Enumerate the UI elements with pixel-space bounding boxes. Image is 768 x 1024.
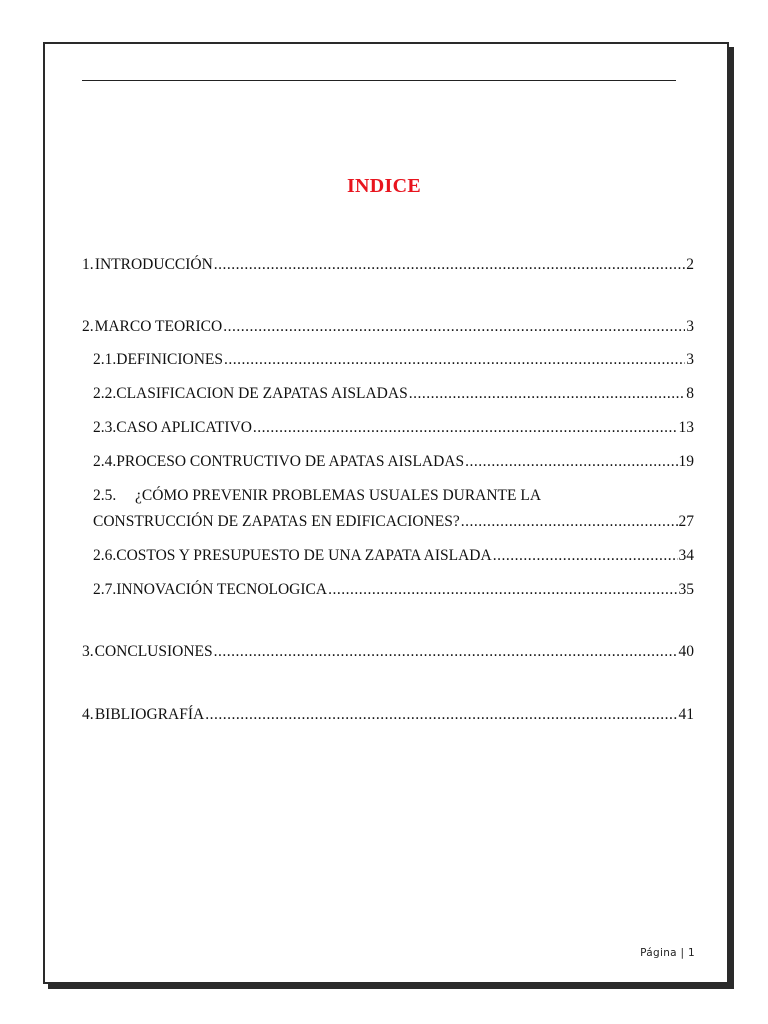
toc-leader <box>328 581 677 599</box>
toc-number: 2. <box>82 318 94 335</box>
toc-number: 2.3. <box>93 419 117 436</box>
toc-entry-conclusiones[interactable] <box>82 643 694 661</box>
toc-entry-caso-aplicativo[interactable] <box>93 419 694 437</box>
toc-number: 3. <box>82 643 94 660</box>
toc-leader <box>461 513 678 531</box>
toc-label: ¿CÓMO PREVENIR PROBLEMAS USUALES DURANTE LA <box>135 487 542 504</box>
header-rule <box>82 80 676 81</box>
toc-page-number: 27 <box>678 513 694 530</box>
toc-label: CONCLUSIONES <box>94 643 213 660</box>
toc-entry-marco-teorico[interactable] <box>82 318 694 336</box>
toc-label: COSTOS Y PRESUPUESTO DE UNA ZAPATA AISLADA <box>116 547 492 564</box>
toc-number: 4. <box>82 706 94 723</box>
toc-label: BIBLIOGRAFÍA <box>94 706 205 723</box>
toc-page-number: 40 <box>678 643 694 660</box>
toc-leader <box>214 256 685 274</box>
toc-page-number: 34 <box>678 547 694 564</box>
toc-number: 1. <box>82 256 94 273</box>
toc-page-number: 2 <box>686 256 694 273</box>
toc-number: 2.1. <box>93 351 117 368</box>
toc-page-number: 3 <box>686 351 694 368</box>
toc-entry-clasificacion[interactable] <box>93 385 694 403</box>
toc-leader <box>205 706 677 724</box>
toc-number: 2.7. <box>93 581 117 598</box>
toc-page-number: 3 <box>686 318 694 335</box>
toc-page-number: 19 <box>678 453 694 470</box>
toc-number: 2.4. <box>93 453 117 470</box>
toc-entry-prevenir-line2[interactable] <box>93 513 694 531</box>
toc-leader <box>493 547 678 565</box>
toc-leader <box>253 419 678 437</box>
toc-label: INNOVACIÓN TECNOLOGICA <box>116 581 328 598</box>
toc-entry-proceso-constructivo[interactable] <box>93 453 694 471</box>
toc-leader <box>214 643 678 661</box>
toc-entry-bibliografia[interactable] <box>82 706 694 724</box>
page-footer: Página | 1 <box>640 947 695 959</box>
toc-page-number: 41 <box>678 706 694 723</box>
toc-label: DEFINICIONES <box>116 351 224 368</box>
toc-leader <box>224 351 685 369</box>
toc-entry-innovacion[interactable] <box>93 581 694 599</box>
index-title: INDICE <box>346 175 422 197</box>
toc-entry-definiciones[interactable] <box>93 351 694 369</box>
toc-page-number: 8 <box>686 385 694 402</box>
toc-page-number: 35 <box>678 581 694 598</box>
toc-page-number: 13 <box>678 419 694 436</box>
toc-label: INTRODUCCIÓN <box>94 256 213 273</box>
toc-leader <box>409 385 686 403</box>
toc-leader <box>223 318 685 336</box>
toc-number: 2.6. <box>93 547 117 564</box>
toc-leader <box>465 453 677 471</box>
toc-label: MARCO TEORICO <box>94 318 223 335</box>
toc-label: PROCESO CONTRUCTIVO DE APATAS AISLADAS <box>116 453 465 470</box>
toc-entry-prevenir-line1[interactable] <box>93 487 541 505</box>
toc-number: 2.5. <box>93 487 117 504</box>
toc-label: CASO APLICATIVO <box>116 419 252 436</box>
toc-entry-costos[interactable] <box>93 547 694 565</box>
toc-entry-introduccion[interactable] <box>82 256 694 274</box>
toc-number: 2.2. <box>93 385 117 402</box>
toc-label: CONSTRUCCIÓN DE ZAPATAS EN EDIFICACIONES? <box>93 513 460 530</box>
toc-label: CLASIFICACION DE ZAPATAS AISLADAS <box>116 385 408 402</box>
